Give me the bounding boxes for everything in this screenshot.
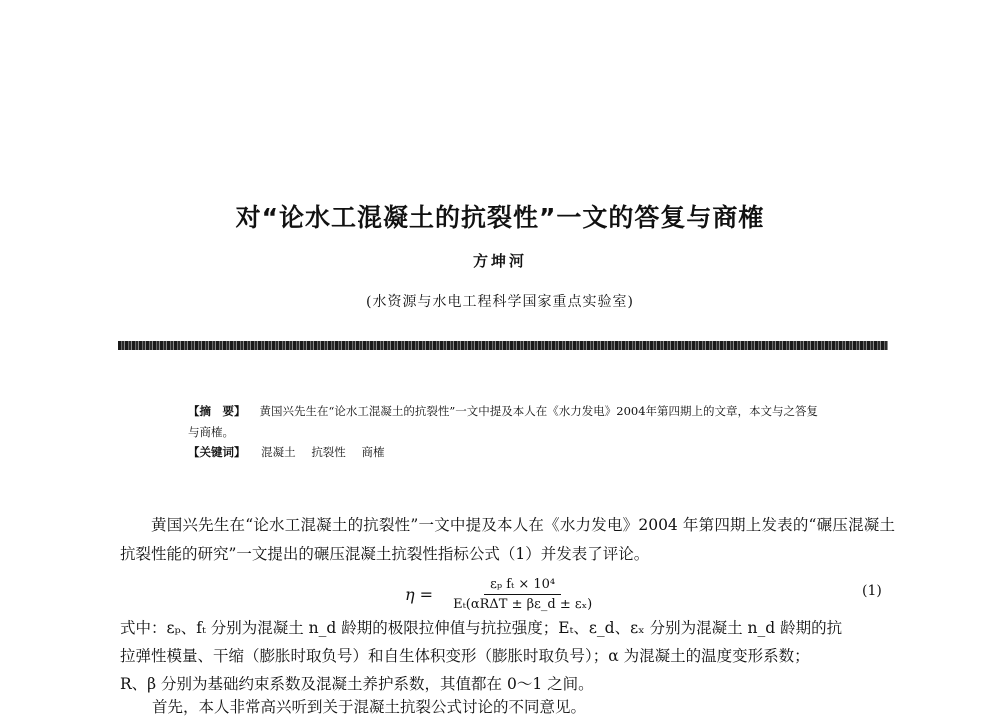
abstract-text: 黄国兴先生在“论水工混凝土的抗裂性”一文中提及本人在《水力发电》2004年第四期上的文章，本文与之答复与商榷。 bbox=[188, 404, 819, 439]
paper-title: 对“论水工混凝土的抗裂性”一文的答复与商榷 bbox=[235, 203, 765, 232]
keyword: 抗裂性 bbox=[311, 445, 346, 459]
formula-fraction bbox=[447, 575, 598, 614]
definition-line: 式中：εₚ、fₜ 分别为混凝土 n_d 龄期的极限拉伸值与抗拉强度；Eₜ、ε_d、εₓ 分别为混凝土 n_d 龄期的抗 bbox=[120, 619, 843, 637]
truncated-paragraph: 首先，本人非常高兴听到关于混凝土抗裂公式讨论的不同意见。 bbox=[152, 698, 587, 716]
keywords-block bbox=[188, 444, 384, 460]
author-affiliation: (水资源与水电工程科学国家重点实验室) bbox=[366, 294, 634, 310]
formula-numerator: εₚ fₜ × 10⁴ bbox=[484, 575, 561, 595]
header-divider bbox=[118, 341, 888, 350]
abstract-block bbox=[188, 401, 828, 443]
equation-number: (1) bbox=[862, 583, 882, 599]
formula-1 bbox=[405, 569, 598, 619]
body-text bbox=[120, 511, 895, 569]
definition-line: R、β 分别为基础约束系数及混凝土养护系数，其值都在 0～1 之间。 bbox=[120, 675, 594, 693]
keywords-label: 【关键词】 bbox=[188, 445, 246, 459]
keyword: 混凝土 bbox=[261, 445, 296, 459]
body-paragraph: 黄国兴先生在“论水工混凝土的抗裂性”一文中提及本人在《水力发电》2004 年第四期上发表的“碾压混凝土抗裂性能的研究”一文提出的碾压混凝土抗裂性指标公式（1）并发表了评论。 bbox=[120, 516, 895, 563]
formula-denominator: Eₜ(αRΔT ± βε_d ± εₓ) bbox=[453, 596, 593, 612]
abstract-label: 【摘 要】 bbox=[188, 404, 246, 418]
formula-lhs: η = bbox=[405, 584, 434, 604]
keyword: 商榷 bbox=[361, 445, 385, 459]
formula-definitions bbox=[120, 614, 898, 698]
definition-line: 拉弹性模量、干缩（膨胀时取负号）和自生体积变形（膨胀时取负号）；α 为混凝土的温度变形系数； bbox=[120, 647, 810, 665]
author-name: 方坤河 bbox=[472, 252, 527, 270]
